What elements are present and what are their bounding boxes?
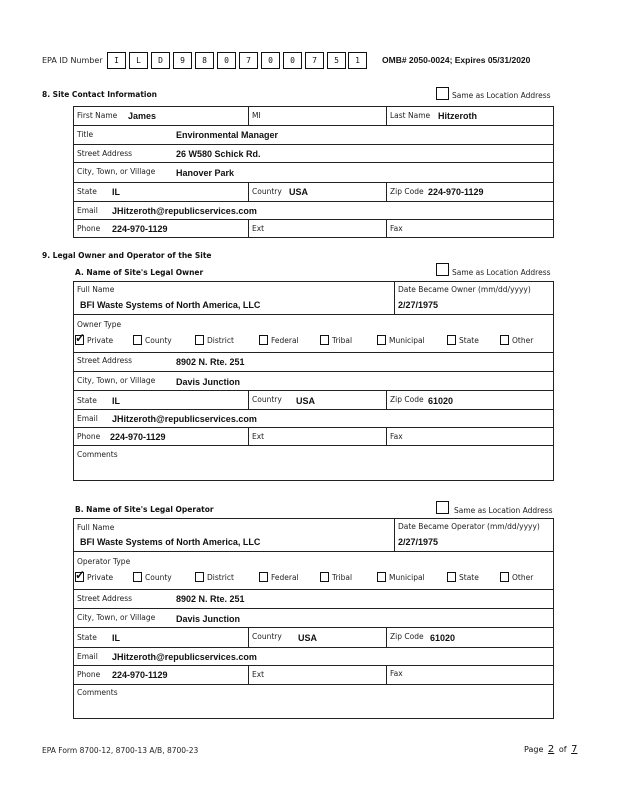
owner-type-other-checkbox[interactable] (500, 335, 509, 345)
s8-zip-label: Zip Code (390, 187, 424, 196)
epa-id-label: EPA ID Number (42, 56, 103, 65)
epa-id-char-box[interactable]: I (107, 52, 126, 69)
s8-mi-label: MI (252, 111, 261, 120)
epa-id-char-box[interactable]: 0 (261, 52, 280, 69)
epa-id-char-box[interactable]: 7 (305, 52, 324, 69)
operator-street-label: Street Address (77, 594, 133, 603)
operator-type-tribal-checkbox[interactable] (320, 572, 329, 582)
operator-ext-label: Ext (252, 670, 265, 679)
operator-date-label: Date Became Operator (mm/dd/yyyy) (398, 522, 540, 531)
s8-email-value[interactable]: JHitzeroth@republicservices.com (112, 206, 257, 216)
operator-phone-value[interactable]: 224-970-1129 (112, 670, 168, 680)
section-8-title: 8. Site Contact Information (42, 90, 157, 99)
owner-country-label: Country (252, 395, 282, 404)
owner-state-label: State (77, 396, 97, 405)
epa-id-char-box[interactable]: 0 (217, 52, 236, 69)
s8-state-value[interactable]: IL (112, 187, 120, 197)
page-number: 2 (547, 744, 555, 755)
section-9-title: 9. Legal Owner and Operator of the Site (42, 251, 212, 260)
operator-zip-value[interactable]: 61020 (430, 633, 456, 643)
operator-state-label: State (77, 633, 97, 642)
s8-title-value[interactable]: Environmental Manager (176, 130, 279, 140)
s8-last-name-value[interactable]: Hitzeroth (438, 111, 477, 121)
s8-country-value[interactable]: USA (289, 187, 309, 197)
page-total: 7 (571, 744, 578, 755)
owner-type-municipal-checkbox[interactable] (377, 335, 386, 345)
owner-zip-label: Zip Code (390, 395, 424, 404)
s8-same-as-location-label: Same as Location Address (452, 91, 551, 100)
epa-id-char-box[interactable]: 5 (327, 52, 346, 69)
operator-street-value[interactable]: 8902 N. Rte. 251 (176, 594, 245, 604)
epa-id-char-box[interactable]: D (151, 52, 170, 69)
owner-city-value[interactable]: Davis Junction (176, 377, 241, 387)
owner-title: A. Name of Site's Legal Owner (75, 268, 204, 277)
owner-type-county-label: County (145, 336, 172, 345)
s8-ext-label: Ext (252, 224, 265, 233)
owner-type-private-label: Private (87, 336, 114, 345)
operator-same-as-location-label: Same as Location Address (454, 506, 553, 515)
operator-full-name-value[interactable]: BFI Waste Systems of North America, LLC (80, 537, 261, 547)
operator-zip-label: Zip Code (390, 632, 424, 641)
operator-type-other-checkbox[interactable] (500, 572, 509, 582)
owner-date-value[interactable]: 2/27/1975 (398, 300, 439, 310)
s8-last-name-label: Last Name (390, 111, 431, 120)
epa-id-char-box[interactable]: 1 (348, 52, 367, 69)
owner-zip-value[interactable]: 61020 (428, 396, 454, 406)
owner-fax-label: Fax (390, 432, 403, 441)
owner-date-label: Date Became Owner (mm/dd/yyyy) (398, 285, 531, 294)
owner-type-other-label: Other (512, 336, 534, 345)
owner-state-value[interactable]: IL (112, 396, 120, 406)
operator-email-label: Email (77, 652, 98, 661)
s8-phone-label: Phone (77, 224, 101, 233)
operator-type-private-checkbox[interactable] (75, 572, 84, 582)
owner-type-label: Owner Type (77, 320, 122, 329)
of-label: of (558, 745, 567, 754)
owner-phone-value[interactable]: 224-970-1129 (110, 432, 166, 442)
operator-title: B. Name of Site's Legal Operator (75, 505, 214, 514)
owner-email-label: Email (77, 414, 98, 423)
page-counter (524, 744, 579, 755)
epa-id-char-box[interactable]: 0 (283, 52, 302, 69)
epa-id-char-box[interactable]: 9 (173, 52, 192, 69)
s8-first-name-value[interactable]: James (128, 111, 157, 121)
owner-type-private-checkbox[interactable] (75, 335, 84, 345)
owner-same-as-location-label: Same as Location Address (452, 268, 551, 277)
operator-type-label: Operator Type (77, 557, 131, 566)
omb-number: OMB# 2050-0024; Expires 05/31/2020 (382, 55, 531, 65)
epa-id-char-box[interactable]: 7 (239, 52, 258, 69)
owner-type-federal-checkbox[interactable] (259, 335, 268, 345)
s8-same-as-location-checkbox[interactable] (436, 87, 449, 100)
s8-zip-value[interactable]: 224-970-1129 (428, 187, 484, 197)
operator-country-label: Country (252, 632, 282, 641)
owner-country-value[interactable]: USA (296, 396, 316, 406)
operator-type-federal-checkbox[interactable] (259, 572, 268, 582)
operator-state-value[interactable]: IL (112, 633, 120, 643)
owner-ext-label: Ext (252, 432, 265, 441)
s8-title-label: Title (77, 130, 94, 139)
owner-email-value[interactable]: JHitzeroth@republicservices.com (112, 414, 257, 424)
operator-type-municipal-checkbox[interactable] (377, 572, 386, 582)
owner-type-state-checkbox[interactable] (447, 335, 456, 345)
operator-country-value[interactable]: USA (298, 633, 318, 643)
s8-street-label: Street Address (77, 149, 133, 158)
owner-type-county-checkbox[interactable] (133, 335, 142, 345)
owner-phone-label: Phone (77, 432, 101, 441)
page-label: Page (524, 745, 544, 754)
operator-full-name-label: Full Name (77, 523, 115, 532)
operator-same-as-location-checkbox[interactable] (436, 501, 449, 514)
operator-type-tribal-label: Tribal (332, 573, 353, 582)
s8-email-label: Email (77, 206, 98, 215)
operator-type-state-label: State (459, 573, 479, 582)
operator-type-state-checkbox[interactable] (447, 572, 456, 582)
operator-type-other-label: Other (512, 573, 534, 582)
s8-state-label: State (77, 187, 97, 196)
operator-fax-label: Fax (390, 669, 403, 678)
operator-email-value[interactable]: JHitzeroth@republicservices.com (112, 652, 257, 662)
operator-type-district-label: District (207, 573, 234, 582)
s8-phone-value[interactable]: 224-970-1129 (112, 224, 168, 234)
owner-type-state-label: State (459, 336, 479, 345)
s8-city-value[interactable]: Hanover Park (176, 168, 235, 178)
owner-comments-label: Comments (77, 450, 118, 459)
operator-type-municipal-label: Municipal (389, 573, 425, 582)
s8-country-label: Country (252, 187, 282, 196)
owner-city-label: City, Town, or Village (77, 376, 156, 385)
operator-city-label: City, Town, or Village (77, 613, 156, 622)
form-id: EPA Form 8700-12, 8700-13 A/B, 8700-23 (42, 746, 199, 755)
s8-city-label: City, Town, or Village (77, 167, 156, 176)
owner-full-name-value[interactable]: BFI Waste Systems of North America, LLC (80, 300, 261, 310)
s8-street-value[interactable]: 26 W580 Schick Rd. (176, 149, 261, 159)
owner-type-tribal-label: Tribal (332, 336, 353, 345)
epa-id-char-box[interactable]: 8 (195, 52, 214, 69)
owner-type-federal-label: Federal (271, 336, 299, 345)
owner-type-district-checkbox[interactable] (195, 335, 204, 345)
operator-phone-label: Phone (77, 670, 101, 679)
operator-type-district-checkbox[interactable] (195, 572, 204, 582)
s8-fax-label: Fax (390, 224, 403, 233)
operator-type-federal-label: Federal (271, 573, 299, 582)
operator-type-county-checkbox[interactable] (133, 572, 142, 582)
operator-city-value[interactable]: Davis Junction (176, 614, 241, 624)
operator-date-value[interactable]: 2/27/1975 (398, 537, 439, 547)
owner-full-name-label: Full Name (77, 285, 115, 294)
s8-first-name-label: First Name (77, 111, 118, 120)
operator-type-county-label: County (145, 573, 172, 582)
owner-street-label: Street Address (77, 356, 133, 365)
operator-type-private-label: Private (87, 573, 114, 582)
owner-type-district-label: District (207, 336, 234, 345)
owner-type-municipal-label: Municipal (389, 336, 425, 345)
operator-comments-label: Comments (77, 688, 118, 697)
owner-same-as-location-checkbox[interactable] (436, 263, 449, 276)
epa-id-char-box[interactable]: L (129, 52, 148, 69)
owner-street-value[interactable]: 8902 N. Rte. 251 (176, 357, 245, 367)
owner-type-tribal-checkbox[interactable] (320, 335, 329, 345)
